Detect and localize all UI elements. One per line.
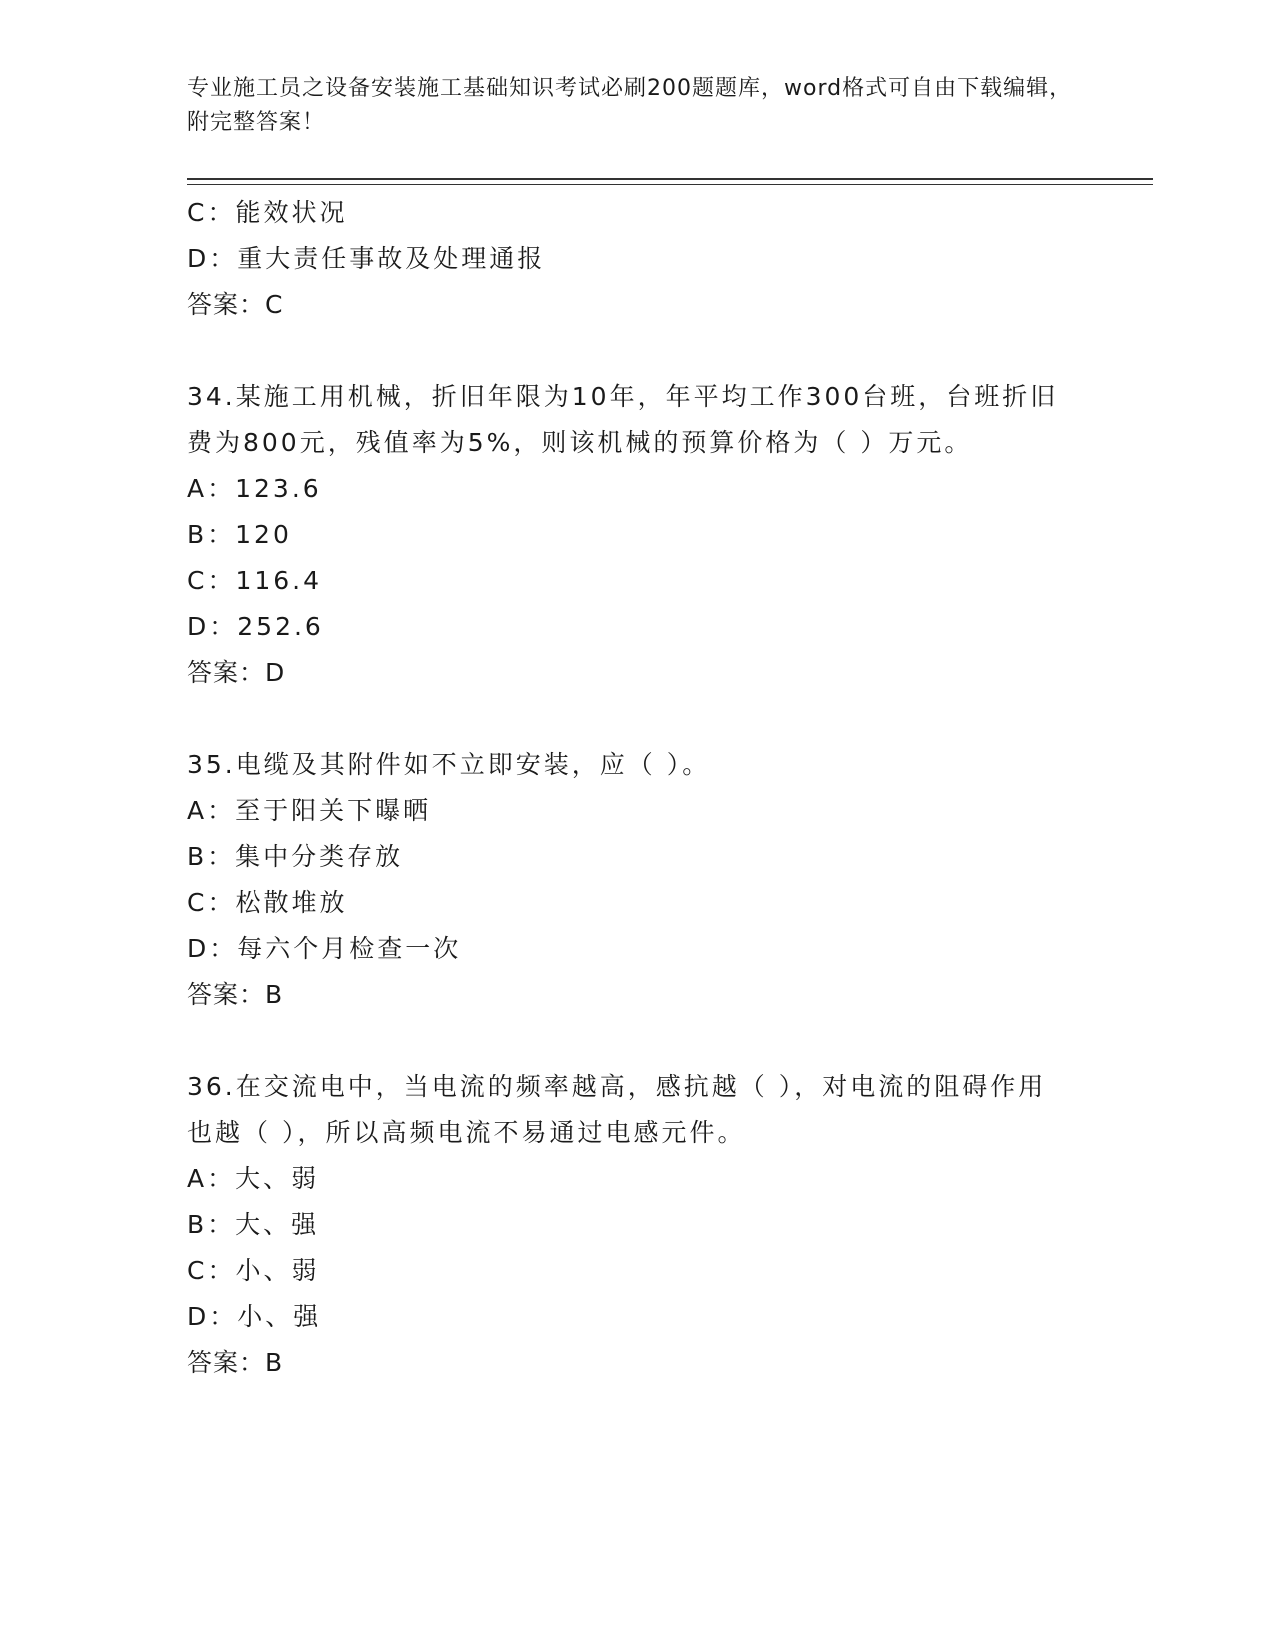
question-34 — [187, 374, 1067, 696]
question-36 — [187, 1064, 1067, 1386]
question-35 — [187, 742, 1067, 1018]
option-d: D：重大责任事故及处理通报 — [187, 244, 546, 273]
option-a: A：至于阳关下曝晒 — [187, 796, 432, 825]
option-a: A：大、弱 — [187, 1164, 320, 1193]
answer-value: C — [265, 290, 284, 319]
carryover-question — [187, 190, 1067, 328]
option-c: C：松散堆放 — [187, 888, 348, 917]
option-b: B：120 — [187, 520, 292, 549]
option-c: C：116.4 — [187, 566, 323, 595]
option-d: D：252.6 — [187, 612, 324, 641]
header-divider-thick — [187, 178, 1153, 180]
option-c: C：能效状况 — [187, 198, 348, 227]
document-header: 专业施工员之设备安装施工基础知识考试必刷200题题库，word格式可自由下载编辑，附完整答案！ — [187, 76, 1073, 135]
answer-line: 答案：C — [187, 290, 284, 319]
answer-line: 答案：D — [187, 658, 286, 687]
question-stem: 35.电缆及其附件如不立即安装，应（ ）。 — [187, 750, 711, 779]
option-d: D：每六个月检查一次 — [187, 934, 462, 963]
question-stem: 36.在交流电中，当电流的频率越高，感抗越（ ），对电流的阻碍作用也越（ ），所以高频电流不易通过电感元件。 — [187, 1072, 1047, 1147]
option-d: D：小、强 — [187, 1302, 322, 1331]
answer-line: 答案：B — [187, 1348, 284, 1377]
answer-value: B — [265, 980, 284, 1009]
question-list — [187, 190, 1067, 1386]
answer-value: D — [265, 658, 286, 687]
question-stem: 34.某施工用机械，折旧年限为10年，年平均工作300台班，台班折旧费为800元，残值率为5%，则该机械的预算价格为（ ）万元。 — [187, 382, 1059, 457]
option-c: C：小、弱 — [187, 1256, 320, 1285]
option-b: B：大、强 — [187, 1210, 320, 1239]
answer-value: B — [265, 1348, 284, 1377]
option-a: A：123.6 — [187, 474, 322, 503]
header-divider-thin — [187, 184, 1153, 185]
option-b: B：集中分类存放 — [187, 842, 404, 871]
answer-line: 答案：B — [187, 980, 284, 1009]
